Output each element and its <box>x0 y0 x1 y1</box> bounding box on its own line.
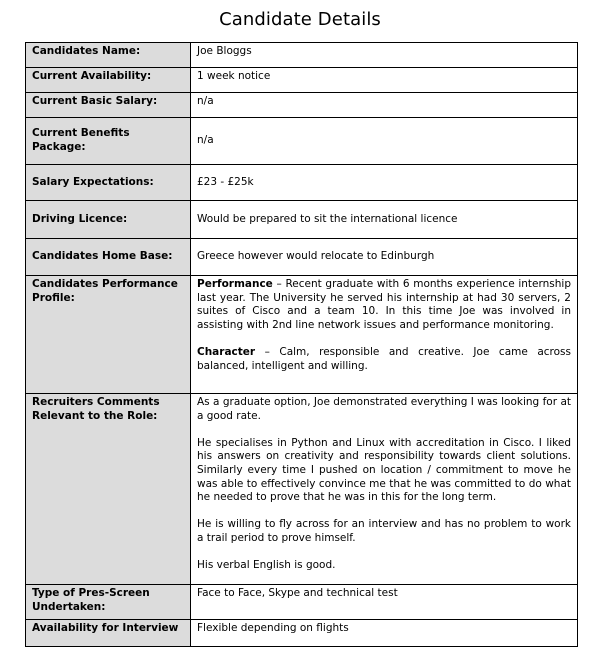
row-value-performance-profile <box>191 276 578 394</box>
performance-heading: Performance <box>197 278 273 290</box>
row-label-driving-licence: Driving Licence: <box>26 201 191 239</box>
table-row <box>26 585 578 620</box>
row-value-availability: 1 week notice <box>191 68 578 93</box>
table-row <box>26 620 578 647</box>
table-row <box>26 68 578 93</box>
recruiter-paragraph: He is willing to fly across for an interview and has no problem to work a trail period to prove himself. <box>197 518 571 544</box>
row-value-interview-availability: Flexible depending on flights <box>191 620 578 647</box>
row-value-name: Joe Bloggs <box>191 43 578 68</box>
row-label-salary-expectations: Salary Expectations: <box>26 165 191 201</box>
candidate-details-table <box>25 42 578 647</box>
row-label-pre-screen: Type of Pres-Screen Undertaken: <box>26 585 191 620</box>
table-row <box>26 93 578 118</box>
row-label-basic-salary: Current Basic Salary: <box>26 93 191 118</box>
character-text: – Calm, responsible and creative. Joe came across balanced, intelligent and willing. <box>197 345 571 372</box>
table-row <box>26 118 578 165</box>
row-label-interview-availability: Availability for Interview <box>26 620 191 647</box>
row-label-benefits: Current Benefits Package: <box>26 118 191 165</box>
table-row <box>26 201 578 239</box>
row-value-pre-screen: Face to Face, Skype and technical test <box>191 585 578 620</box>
page-title: Candidate Details <box>219 9 381 30</box>
performance-text: – Recent graduate with 6 months experience internship last year. The University he served his internship at had 30 servers, 2 suites of Cisco and a team 10. In this time Joe was involved in assisting with 2nd line network issues and performance monitoring. <box>197 278 571 331</box>
row-value-driving-licence: Would be prepared to sit the international licence <box>191 201 578 239</box>
row-value-home-base: Greece however would relocate to Edinburgh <box>191 239 578 276</box>
row-label-availability: Current Availability: <box>26 68 191 93</box>
table-row <box>26 394 578 585</box>
row-label-performance-profile: Candidates Performance Profile: <box>26 276 191 394</box>
table-row <box>26 43 578 68</box>
row-value-benefits: n/a <box>191 118 578 165</box>
recruiter-paragraph: He specialises in Python and Linux with accreditation in Cisco. I liked his answers on creativity and responsibility towards client solutions. Similarly every time I pushed on location / commitment to move he was able to effectively convince me that he was committed to do what he needed to prove that he was in this for the long term. <box>197 436 571 504</box>
row-label-recruiter-comments: Recruiters Comments Relevant to the Role: <box>26 394 191 585</box>
character-heading: Character <box>197 345 256 358</box>
table-row <box>26 276 578 394</box>
table-row <box>26 239 578 276</box>
row-value-recruiter-comments <box>191 394 578 585</box>
table-row <box>26 165 578 201</box>
performance-paragraph <box>197 278 571 332</box>
row-value-basic-salary: n/a <box>191 93 578 118</box>
row-value-salary-expectations: £23 - £25k <box>191 165 578 201</box>
recruiter-paragraph: As a graduate option, Joe demonstrated everything I was looking for at a good rate. <box>197 396 571 422</box>
character-paragraph <box>197 346 571 373</box>
row-label-name: Candidates Name: <box>26 43 191 68</box>
recruiter-paragraph: His verbal English is good. <box>197 559 336 572</box>
row-label-home-base: Candidates Home Base: <box>26 239 191 276</box>
